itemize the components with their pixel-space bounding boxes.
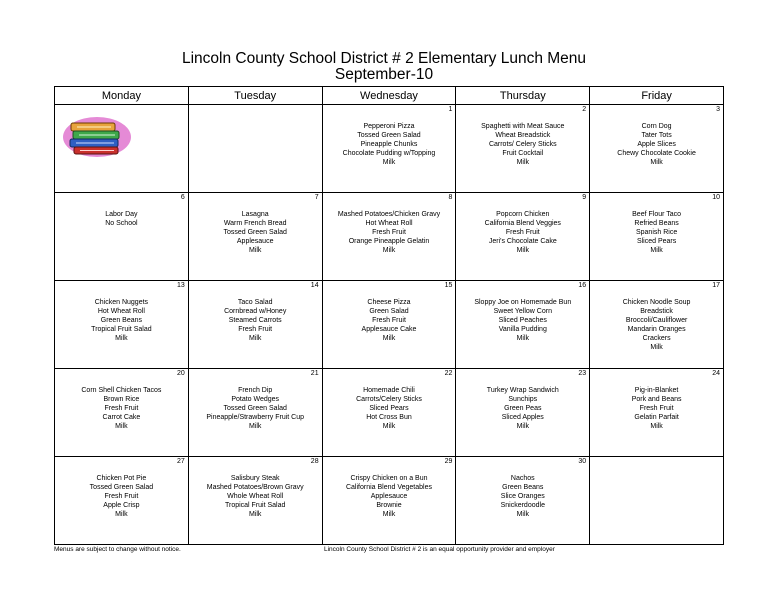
menu-item: Milk [115, 335, 128, 342]
menu-items [323, 210, 456, 255]
day-number: 7 [314, 194, 319, 201]
weekday-header-row [55, 87, 724, 105]
menu-items [590, 298, 723, 352]
day-number: 24 [712, 370, 720, 377]
menu-item: Popcorn Chicken [496, 211, 550, 218]
menu-item: Fresh Fruit [505, 229, 540, 236]
menu-item: Fresh Fruit [238, 326, 273, 333]
menu-item: Pepperoni Pizza [363, 123, 415, 130]
menu-item: Crackers [642, 335, 671, 342]
calendar-day-cell [188, 369, 322, 457]
menu-item: California Blend Vegetables [345, 484, 432, 491]
menu-item: Taco Salad [237, 299, 273, 306]
menu-item: Chicken Noodle Soup [622, 299, 691, 306]
menu-item: Fresh Fruit [104, 493, 139, 500]
menu-item: Chocolate Pudding w/Topping [342, 150, 436, 157]
menu-item: Green Beans [502, 484, 544, 491]
menu-item: Milk [248, 247, 262, 254]
day-number: 10 [712, 194, 720, 201]
menu-items [456, 122, 589, 167]
menu-item: Milk [516, 511, 530, 518]
menu-item: Hot Wheat Roll [97, 308, 145, 315]
menu-item: Milk [650, 423, 663, 430]
calendar-day-cell [322, 281, 456, 369]
calendar-day-cell [590, 281, 724, 369]
menu-item: Sliced Peaches [498, 317, 547, 324]
menu-item: Crispy Chicken on a Bun [350, 475, 428, 482]
menu-item: French Dip [238, 387, 273, 394]
menu-item: Cornbread w/Honey [224, 308, 287, 315]
menu-item: Milk [382, 511, 396, 518]
calendar-day-cell [456, 105, 590, 193]
menu-item: Milk [516, 159, 530, 166]
menu-items [189, 386, 322, 431]
menu-item: Potato Wedges [231, 396, 280, 403]
menu-items [590, 210, 723, 255]
calendar-day-cell [188, 457, 322, 545]
menu-items [55, 210, 188, 228]
menu-item: Pineapple Chunks [360, 141, 418, 148]
menu-item: Milk [248, 423, 262, 430]
menu-item: Milk [382, 159, 396, 166]
menu-item: Corn Dog [641, 123, 672, 130]
menu-item: Broccoli/Cauliflower [625, 317, 688, 324]
menu-item: Chewy Chocolate Cookie [617, 150, 696, 157]
menu-item: Tater Tots [641, 132, 672, 139]
menu-items [189, 210, 322, 255]
day-number: 16 [578, 282, 587, 289]
menu-item: Pork and Beans [631, 396, 682, 403]
menu-item: Green Peas [504, 405, 542, 412]
menu-items [590, 386, 723, 431]
menu-item: Hot Cross Bun [366, 414, 412, 421]
day-number: 21 [310, 370, 319, 377]
day-number: 20 [177, 370, 185, 377]
menu-item: Gelatin Parfait [634, 414, 679, 421]
menu-item: Carrot Cake [102, 414, 141, 421]
day-number: 2 [582, 106, 587, 113]
menu-item: Tropical Fruit Salad [224, 502, 286, 509]
calendar-day-cell [456, 193, 590, 281]
menu-item: Fruit Cocktail [502, 150, 544, 157]
day-number: 1 [448, 106, 453, 113]
menu-item: Apple Slices [637, 141, 676, 148]
calendar-day-cell [322, 193, 456, 281]
day-number: 17 [712, 282, 720, 289]
menu-item: Nachos [510, 475, 535, 482]
calendar-day-cell [590, 193, 724, 281]
books-clipart-icon [61, 113, 133, 164]
menu-item: Carrots/Celery Sticks [356, 396, 422, 403]
day-number: 22 [444, 370, 453, 377]
menu-item: Vanilla Pudding [498, 326, 547, 333]
menu-item: Lasagna [241, 211, 269, 218]
menu-item: Sliced Pears [636, 238, 677, 245]
calendar-week-row [55, 369, 724, 457]
calendar-day-cell [456, 369, 590, 457]
menu-item: Applesauce [370, 493, 408, 500]
calendar-day-cell [55, 105, 189, 193]
calendar-day-cell [55, 193, 189, 281]
menu-item: Snickerdoodle [500, 502, 545, 509]
weekday-header-monday: Monday [55, 87, 189, 105]
menu-items [189, 474, 322, 519]
menu-item: California Blend Veggies [484, 220, 561, 227]
calendar-week-row [55, 457, 724, 545]
menu-item: Applesauce Cake [361, 326, 417, 333]
weekday-header-tuesday: Tuesday [188, 87, 322, 105]
day-number: 14 [310, 282, 319, 289]
footer-equal-opportunity: Lincoln County School District # 2 is an equal opportunity provider and employer [324, 546, 555, 553]
menu-item: Tossed Green Salad [223, 229, 287, 236]
menu-items [55, 386, 188, 431]
menu-item: Mashed Potatoes/Brown Gravy [206, 484, 304, 491]
menu-item: Milk [248, 511, 262, 518]
page-subtitle: September-10 [334, 66, 434, 83]
menu-item: Milk [650, 344, 663, 351]
menu-item: Sliced Pears [369, 405, 409, 412]
calendar-day-cell [188, 105, 322, 193]
calendar-day-cell [456, 281, 590, 369]
menu-item: Refried Beans [634, 220, 679, 227]
menu-item: Milk [115, 511, 128, 518]
menu-item: Slice Oranges [500, 493, 545, 500]
menu-item: Brown Rice [103, 396, 140, 403]
menu-items [456, 474, 589, 519]
menu-item: Apple Crisp [103, 502, 140, 509]
menu-item: Turkey Wrap Sandwich [486, 387, 559, 394]
menu-item: Chicken Pot Pie [96, 475, 147, 482]
menu-item: Spaghetti with Meat Sauce [481, 123, 565, 130]
menu-item: Salisbury Steak [230, 475, 280, 482]
day-number: 3 [716, 106, 720, 113]
calendar-day-cell [55, 369, 189, 457]
menu-item: Hot Wheat Roll [365, 220, 413, 227]
calendar-day-cell [590, 369, 724, 457]
menu-item: Spanish Rice [635, 229, 678, 236]
calendar-day-cell [55, 281, 189, 369]
menu-items [323, 386, 456, 431]
menu-item: Tossed Green Salad [89, 484, 154, 491]
menu-item: Sloppy Joe on Homemade Bun [474, 299, 572, 306]
menu-item: Sunchips [508, 396, 538, 403]
menu-items [323, 474, 456, 519]
footer-disclaimer: Menus are subject to change without notice. [54, 546, 181, 553]
day-number: 8 [448, 194, 453, 201]
menu-item: Milk [650, 159, 663, 166]
menu-item: Milk [382, 335, 396, 342]
calendar-day-cell [188, 193, 322, 281]
menu-item: No School [105, 220, 138, 227]
menu-item: Cheese Pizza [367, 299, 411, 306]
menu-item: Milk [650, 247, 663, 254]
menu-item: Mashed Potatoes/Chicken Gravy [337, 211, 441, 218]
menu-item: Pineapple/Strawberry Fruit Cup [206, 414, 305, 421]
weekday-header-friday: Friday [590, 87, 724, 105]
menu-items [55, 298, 188, 343]
menu-items [456, 210, 589, 255]
menu-item: Milk [248, 335, 262, 342]
menu-item: Sliced Apples [501, 414, 544, 421]
menu-item: Fresh Fruit [639, 405, 674, 412]
calendar-body [55, 105, 724, 545]
menu-item: Tossed Green Salad [223, 405, 287, 412]
weekday-header-wednesday: Wednesday [322, 87, 456, 105]
menu-item: Mandarin Oranges [627, 326, 686, 333]
menu-item: Homemade Chili [363, 387, 415, 394]
menu-item: Milk [382, 423, 396, 430]
page-title: Lincoln County School District # 2 Elementary Lunch Menu [181, 50, 587, 67]
day-number: 13 [177, 282, 185, 289]
menu-item: Jeri's Chocolate Cake [488, 238, 557, 245]
menu-item: Corn Shell Chicken Tacos [81, 387, 162, 394]
menu-item: Warm French Bread [223, 220, 287, 227]
day-number: 15 [444, 282, 453, 289]
menu-item: Sweet Yellow Corn [493, 308, 552, 315]
menu-item: Applesauce [236, 238, 274, 245]
menu-item: Tropical Fruit Salad [91, 326, 152, 333]
menu-item: Fresh Fruit [372, 229, 406, 236]
calendar-day-cell [188, 281, 322, 369]
calendar-day-cell [590, 457, 724, 545]
day-number: 28 [310, 458, 319, 465]
calendar-day-cell [456, 457, 590, 545]
menu-item: Breadstick [640, 308, 673, 315]
menu-item: Fresh Fruit [372, 317, 406, 324]
menu-item: Milk [115, 423, 128, 430]
calendar-week-row [55, 105, 724, 193]
menu-items [590, 122, 723, 167]
day-number: 27 [177, 458, 185, 465]
calendar-week-row [55, 281, 724, 369]
menu-items [323, 122, 456, 167]
menu-item: Wheat Breadstick [495, 132, 551, 139]
menu-items [456, 386, 589, 431]
calendar-day-cell [590, 105, 724, 193]
day-number: 9 [582, 194, 587, 201]
calendar-week-row [55, 193, 724, 281]
menu-item: Milk [516, 335, 530, 342]
menu-item: Tossed Green Salad [357, 132, 421, 139]
menu-item: Carrots/ Celery Sticks [488, 141, 557, 148]
menu-item: Pig-in-Blanket [634, 387, 679, 394]
menu-item: Brownie [376, 502, 402, 509]
menu-items [189, 298, 322, 343]
menu-item: Whole Wheat Roll [227, 493, 284, 500]
day-number: 23 [578, 370, 587, 377]
menu-item: Green Beans [100, 317, 143, 324]
day-number: 29 [444, 458, 453, 465]
calendar-day-cell [322, 457, 456, 545]
menu-items [456, 298, 589, 343]
menu-item: Milk [516, 247, 530, 254]
menu-item: Milk [516, 423, 530, 430]
day-number: 30 [578, 458, 587, 465]
menu-items [323, 298, 456, 343]
menu-calendar [54, 86, 724, 545]
menu-item: Beef Flour Taco [632, 211, 682, 218]
menu-item: Green Salad [369, 308, 409, 315]
day-number: 6 [180, 194, 185, 201]
calendar-day-cell [322, 369, 456, 457]
weekday-header-thursday: Thursday [456, 87, 590, 105]
menu-item: Orange Pineapple Gelatin [348, 238, 430, 245]
menu-item: Labor Day [105, 211, 138, 218]
menu-item: Steamed Carrots [228, 317, 282, 324]
calendar-day-cell [322, 105, 456, 193]
menu-item: Fresh Fruit [104, 405, 139, 412]
menu-item: Milk [382, 247, 396, 254]
menu-item: Chicken Nuggets [94, 299, 149, 306]
calendar-day-cell [55, 457, 189, 545]
menu-items [55, 474, 188, 519]
